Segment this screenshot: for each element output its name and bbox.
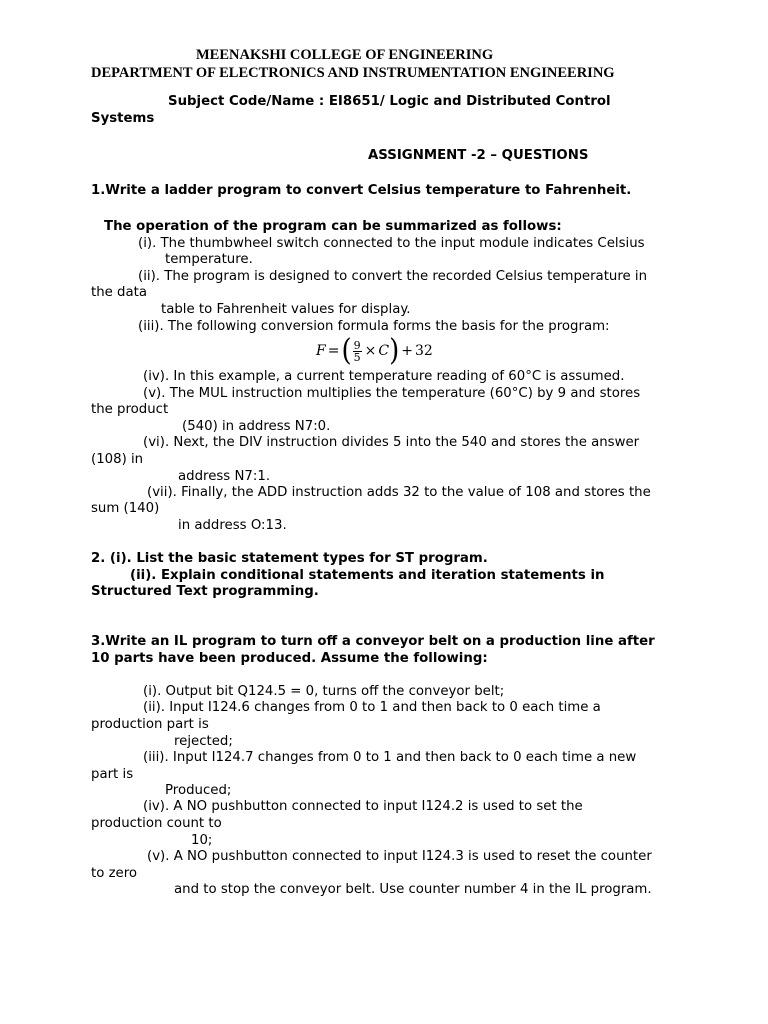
department-name: DEPARTMENT OF ELECTRONICS AND INSTRUMENTATION ENGINEERING [91, 65, 615, 81]
q1-item: (i). The thumbwheel switch connected to the input module indicates Celsius [138, 236, 645, 251]
q3-item: part is [91, 767, 134, 782]
q1-item: the data [91, 285, 147, 300]
subject-line: Subject Code/Name : EI8651/ Logic and Distributed Control [168, 94, 611, 109]
q3-item: production count to [91, 816, 222, 831]
formula-times: × [364, 343, 377, 359]
subject-line-cont: Systems [91, 111, 155, 126]
q3-item: (v). A NO pushbutton connected to input I124.3 is used to reset the counter [147, 849, 652, 864]
q1-item: (iii). The following conversion formula forms the basis for the program: [138, 319, 610, 334]
college-name: MEENAKSHI COLLEGE OF ENGINEERING [196, 47, 494, 63]
formula-constant: 32 [414, 343, 433, 359]
q1-item: sum (140) [91, 501, 160, 516]
q3-item: (i). Output bit Q124.5 = 0, turns off the conveyor belt; [143, 684, 505, 699]
question-2-part-1: 2. (i). List the basic statement types for ST program. [91, 551, 488, 566]
formula-lhs: F [316, 343, 326, 359]
q3-item: to zero [91, 866, 138, 881]
formula-paren-close: ) [389, 333, 400, 369]
formula-plus: + [401, 343, 413, 359]
q1-item: the product [91, 402, 169, 417]
q1-item: table to Fahrenheit values for display. [161, 302, 411, 317]
formula-numerator: 9 [353, 338, 361, 352]
q1-item: (vi). Next, the DIV instruction divides 5 into the 540 and stores the answer [143, 435, 640, 450]
formula-fraction [353, 340, 362, 363]
question-1-title: 1.Write a ladder program to convert Celsius temperature to Fahrenheit. [91, 183, 632, 198]
conversion-formula [316, 333, 433, 369]
question-3-title-cont: 10 parts have been produced. Assume the following: [91, 651, 488, 666]
q1-item: (vii). Finally, the ADD instruction adds 32 to the value of 108 and stores the [147, 485, 651, 500]
q1-item: temperature. [165, 252, 253, 267]
q3-item: 10; [191, 833, 213, 848]
q1-item: (iv). In this example, a current temperature reading of 60°C is assumed. [143, 369, 625, 384]
q3-item: Produced; [165, 783, 232, 798]
q3-item: (iv). A NO pushbutton connected to input I124.2 is used to set the [143, 799, 583, 814]
q3-item: rejected; [174, 734, 233, 749]
formula-denominator: 5 [353, 350, 361, 364]
q1-item: in address O:13. [178, 518, 287, 533]
assignment-title: ASSIGNMENT -2 – QUESTIONS [368, 148, 589, 163]
q1-item: address N7:1. [178, 469, 271, 484]
formula-equals: = [327, 343, 340, 359]
question-2-part-2-cont: Structured Text programming. [91, 584, 319, 599]
q1-item: (ii). The program is designed to convert the recorded Celsius temperature in [138, 269, 648, 284]
q3-item: (ii). Input I124.6 changes from 0 to 1 and then back to 0 each time a [143, 700, 601, 715]
question-3-title: 3.Write an IL program to turn off a conveyor belt on a production line after [91, 634, 655, 649]
q1-item: (v). The MUL instruction multiplies the temperature (60°C) by 9 and stores [143, 386, 641, 401]
q3-item: production part is [91, 717, 209, 732]
q3-item: (iii). Input I124.7 changes from 0 to 1 and then back to 0 each time a new [143, 750, 637, 765]
formula-variable: C [378, 343, 390, 359]
q1-item: (108) in [91, 452, 144, 467]
q3-item: and to stop the conveyor belt. Use counter number 4 in the IL program. [174, 882, 652, 897]
q1-item: (540) in address N7:0. [182, 419, 331, 434]
q1-summary: The operation of the program can be summarized as follows: [104, 219, 562, 234]
question-2-part-2: (ii). Explain conditional statements and iteration statements in [130, 568, 605, 583]
formula-paren-open: ( [341, 333, 352, 369]
